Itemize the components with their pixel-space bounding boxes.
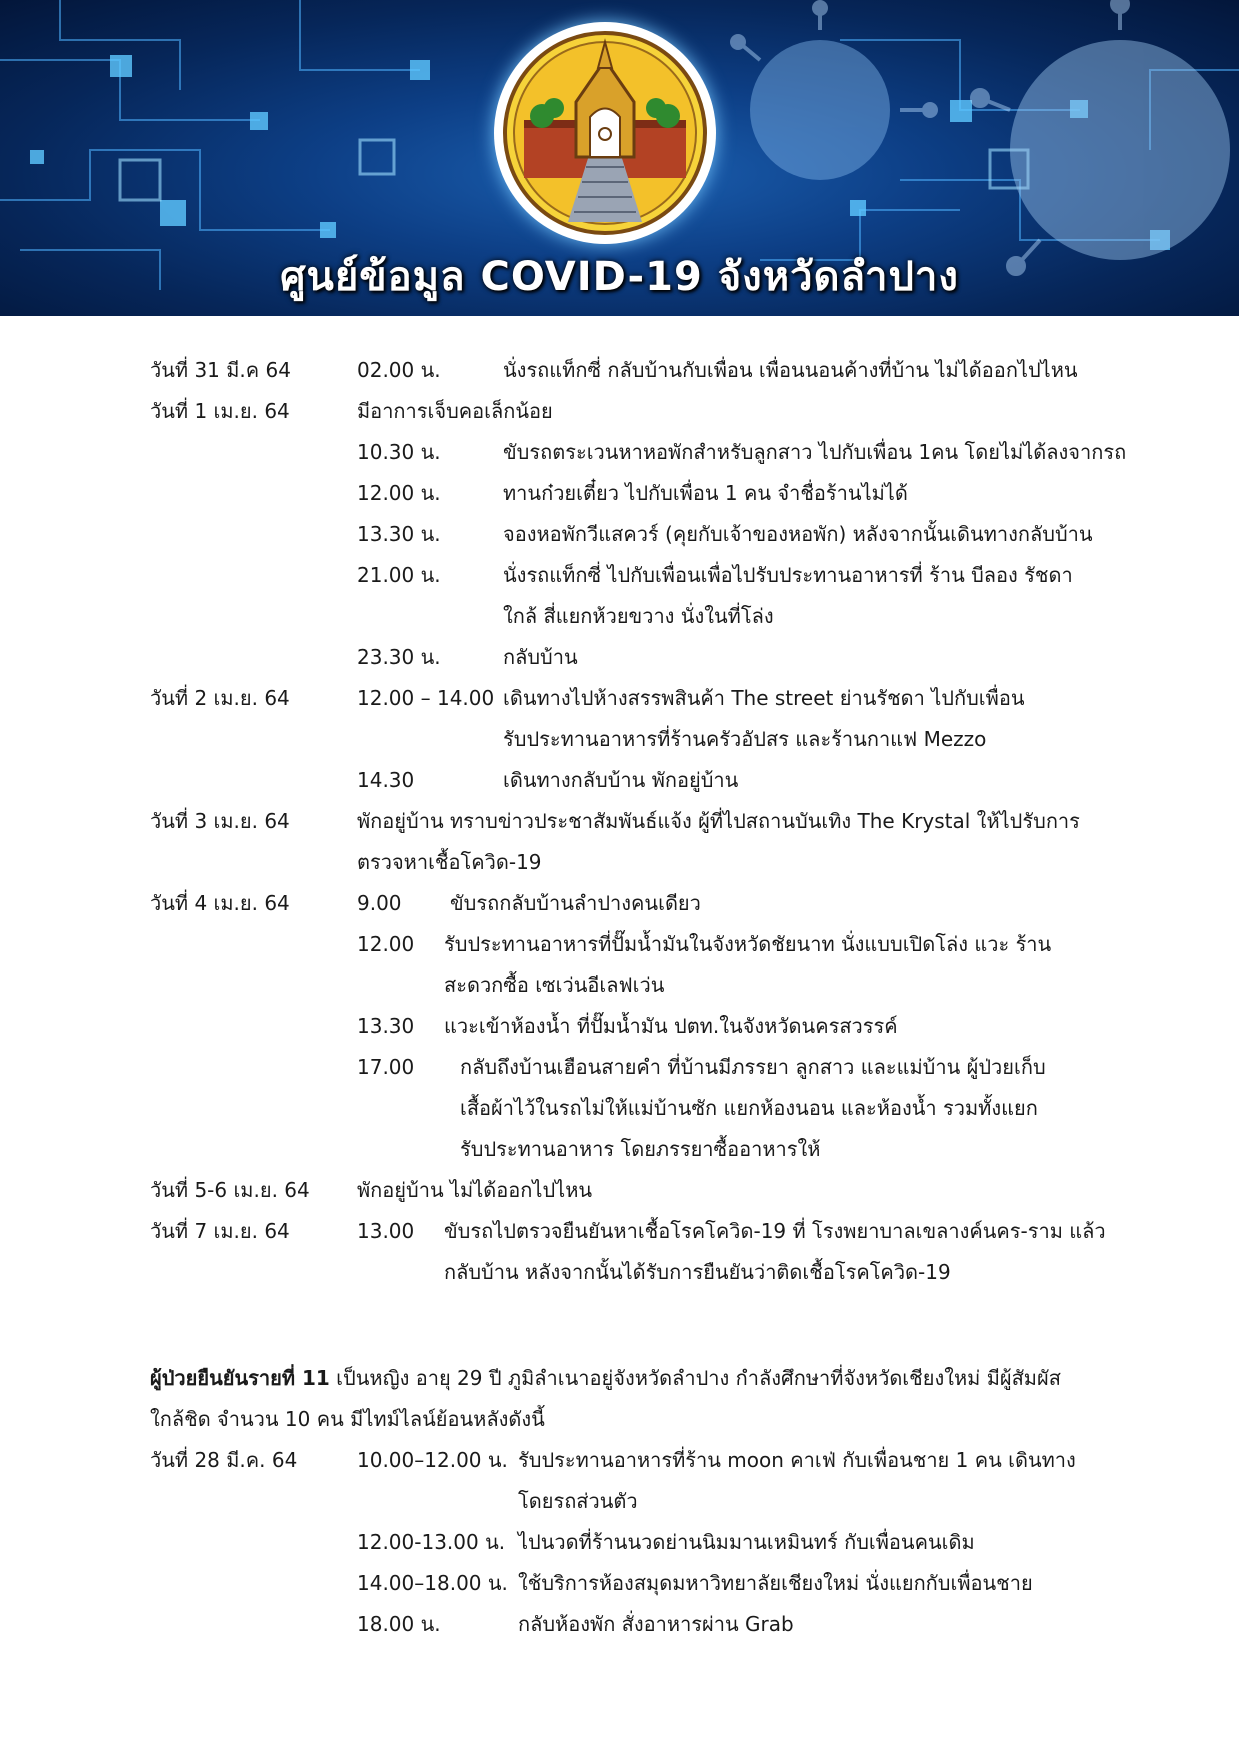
timeline-activity: พักอยู่บ้าน ทราบข่าวประชาสัมพันธ์แจ้ง ผู้ที่ไปสถานบันเทิง The Krystal ให้ไปรับการ [357, 809, 1080, 833]
timeline-activity: กลับห้องพัก สั่งอาหารผ่าน Grab [518, 1612, 794, 1636]
timeline-time: 14.00–18.00 น. [357, 1571, 508, 1595]
timeline-activity: ใกล้ สี่แยกห้วยขวาง นั่งในที่โล่ง [503, 604, 774, 628]
timeline-activity: เสื้อผ้าไว้ในรถไม่ให้แม่บ้านซัก แยกห้องนอน และห้องน้ำ รวมทั้งแยก [460, 1096, 1038, 1120]
timeline-activity: สะดวกซื้อ เซเว่นอีเลฟเว่น [444, 973, 665, 997]
timeline-time: 12.00-13.00 น. [357, 1530, 506, 1554]
timeline-activity: กลับถึงบ้านเฮือนสายคำ ที่บ้านมีภรรยา ลูกสาว และแม่บ้าน ผู้ป่วยเก็บ [460, 1055, 1046, 1079]
timeline-time: 13.30 น. [357, 522, 441, 546]
case-intro-line [150, 1364, 1061, 1392]
timeline-time: 23.30 น. [357, 645, 441, 669]
timeline-time: 02.00 น. [357, 358, 441, 382]
timeline-activity: นั่งรถแท็กซี่ ไปกับเพื่อนเพื่อไปรับประทานอาหารที่ ร้าน บีลอง รัชดา [503, 563, 1073, 587]
timeline-time: 12.00 – 14.00 [357, 686, 495, 710]
timeline-day: วันที่ 3 เม.ย. 64 [150, 809, 290, 833]
timeline-time: 10.00–12.00 น. [357, 1448, 508, 1472]
timeline-time: 21.00 น. [357, 563, 441, 587]
timeline-time: 9.00 [357, 891, 402, 915]
provincial-seal [494, 22, 716, 244]
timeline-activity: เดินทางกลับบ้าน พักอยู่บ้าน [503, 768, 739, 792]
timeline-activity: มีอาการเจ็บคอเล็กน้อย [357, 399, 553, 423]
timeline-activity: ไปนวดที่ร้านนวดย่านนิมมานเหมินทร์ กับเพื่อนคนเดิม [518, 1530, 975, 1554]
lampang-seal-icon [494, 22, 716, 244]
timeline-time: 10.30 น. [357, 440, 441, 464]
timeline-activity: ใช้บริการห้องสมุดมหาวิทยาลัยเชียงใหม่ นั่งแยกกับเพื่อนชาย [518, 1571, 1033, 1595]
case-heading: ผู้ป่วยยืนยันรายที่ 11 [150, 1366, 330, 1390]
timeline-activity: ขับรถตระเวนหาหอพักสำหรับลูกสาว ไปกับเพื่อน 1คน โดยไม่ได้ลงจากรถ [503, 440, 1127, 464]
timeline-time: 13.30 [357, 1014, 415, 1038]
timeline-activity: นั่งรถแท็กซี่ กลับบ้านกับเพื่อน เพื่อนนอนค้างที่บ้าน ไม่ได้ออกไปไหน [503, 358, 1078, 382]
timeline-time: 13.00 [357, 1219, 415, 1243]
case-intro-text: เป็นหญิง อายุ 29 ปี ภูมิลำเนาอยู่จังหวัดลำปาง กำลังศึกษาที่จังหวัดเชียงใหม่ มีผู้สัมผัส [329, 1366, 1061, 1390]
timeline-activity: รับประทานอาหารที่ร้าน moon คาเฟ่ กับเพื่อนชาย 1 คน เดินทาง [518, 1448, 1076, 1472]
timeline-day: วันที่ 5-6 เม.ย. 64 [150, 1178, 310, 1202]
timeline-activity: รับประทานอาหารที่ปั๊มน้ำมันในจังหวัดชัยนาท นั่งแบบเปิดโล่ง แวะ ร้าน [444, 932, 1052, 956]
timeline-activity: ตรวจหาเชื้อโควิด-19 [357, 850, 542, 874]
timeline-time: 14.30 [357, 768, 415, 792]
case-intro-line-2: ใกล้ชิด จำนวน 10 คน มีไทม์ไลน์ย้อนหลังดังนี้ [150, 1407, 545, 1431]
timeline-day: วันที่ 31 มี.ค 64 [150, 358, 291, 382]
timeline-activity: ขับรถไปตรวจยืนยันหาเชื้อโรคโควิด-19 ที่ โรงพยาบาลเขลางค์นคร-ราม แล้ว [444, 1219, 1106, 1243]
timeline-activity: แวะเข้าห้องน้ำ ที่ปั๊มน้ำมัน ปตท.ในจังหวัดนครสวรรค์ [444, 1014, 898, 1038]
timeline-activity: กลับบ้าน [503, 645, 578, 669]
timeline-activity: ทานก๋วยเตี๋ยว ไปกับเพื่อน 1 คน จำชื่อร้านไม่ได้ [503, 481, 908, 505]
timeline-day: วันที่ 2 เม.ย. 64 [150, 686, 290, 710]
timeline-activity: พักอยู่บ้าน ไม่ได้ออกไปไหน [357, 1178, 593, 1202]
timeline-day: วันที่ 28 มี.ค. 64 [150, 1448, 298, 1472]
banner-title: ศูนย์ข้อมูล COVID-19 จังหวัดลำปาง [280, 254, 959, 300]
timeline-activity: โดยรถส่วนตัว [518, 1489, 638, 1513]
timeline-activity: เดินทางไปห้างสรรพสินค้า The street ย่านรัชดา ไปกับเพื่อน [503, 686, 1025, 710]
timeline-time: 12.00 [357, 932, 415, 956]
timeline-activity: รับประทานอาหารที่ร้านครัวอัปสร และร้านกาแฟ Mezzo [503, 727, 987, 751]
timeline-activity: จองหอพักวีแสควร์ (คุยกับเจ้าของหอพัก) หลังจากนั้นเดินทางกลับบ้าน [503, 522, 1093, 546]
timeline-activity: รับประทานอาหาร โดยภรรยาซื้ออาหารให้ [460, 1137, 821, 1161]
timeline-time: 12.00 น. [357, 481, 441, 505]
timeline-day: วันที่ 1 เม.ย. 64 [150, 399, 290, 423]
timeline-day: วันที่ 7 เม.ย. 64 [150, 1219, 290, 1243]
timeline-day: วันที่ 4 เม.ย. 64 [150, 891, 290, 915]
header-banner [0, 0, 1239, 316]
timeline-activity: กลับบ้าน หลังจากนั้นได้รับการยืนยันว่าติดเชื้อโรคโควิด-19 [444, 1260, 951, 1284]
timeline-time: 18.00 น. [357, 1612, 441, 1636]
timeline-activity: ขับรถกลับบ้านลำปางคนเดียว [450, 891, 701, 915]
timeline-time: 17.00 [357, 1055, 415, 1079]
